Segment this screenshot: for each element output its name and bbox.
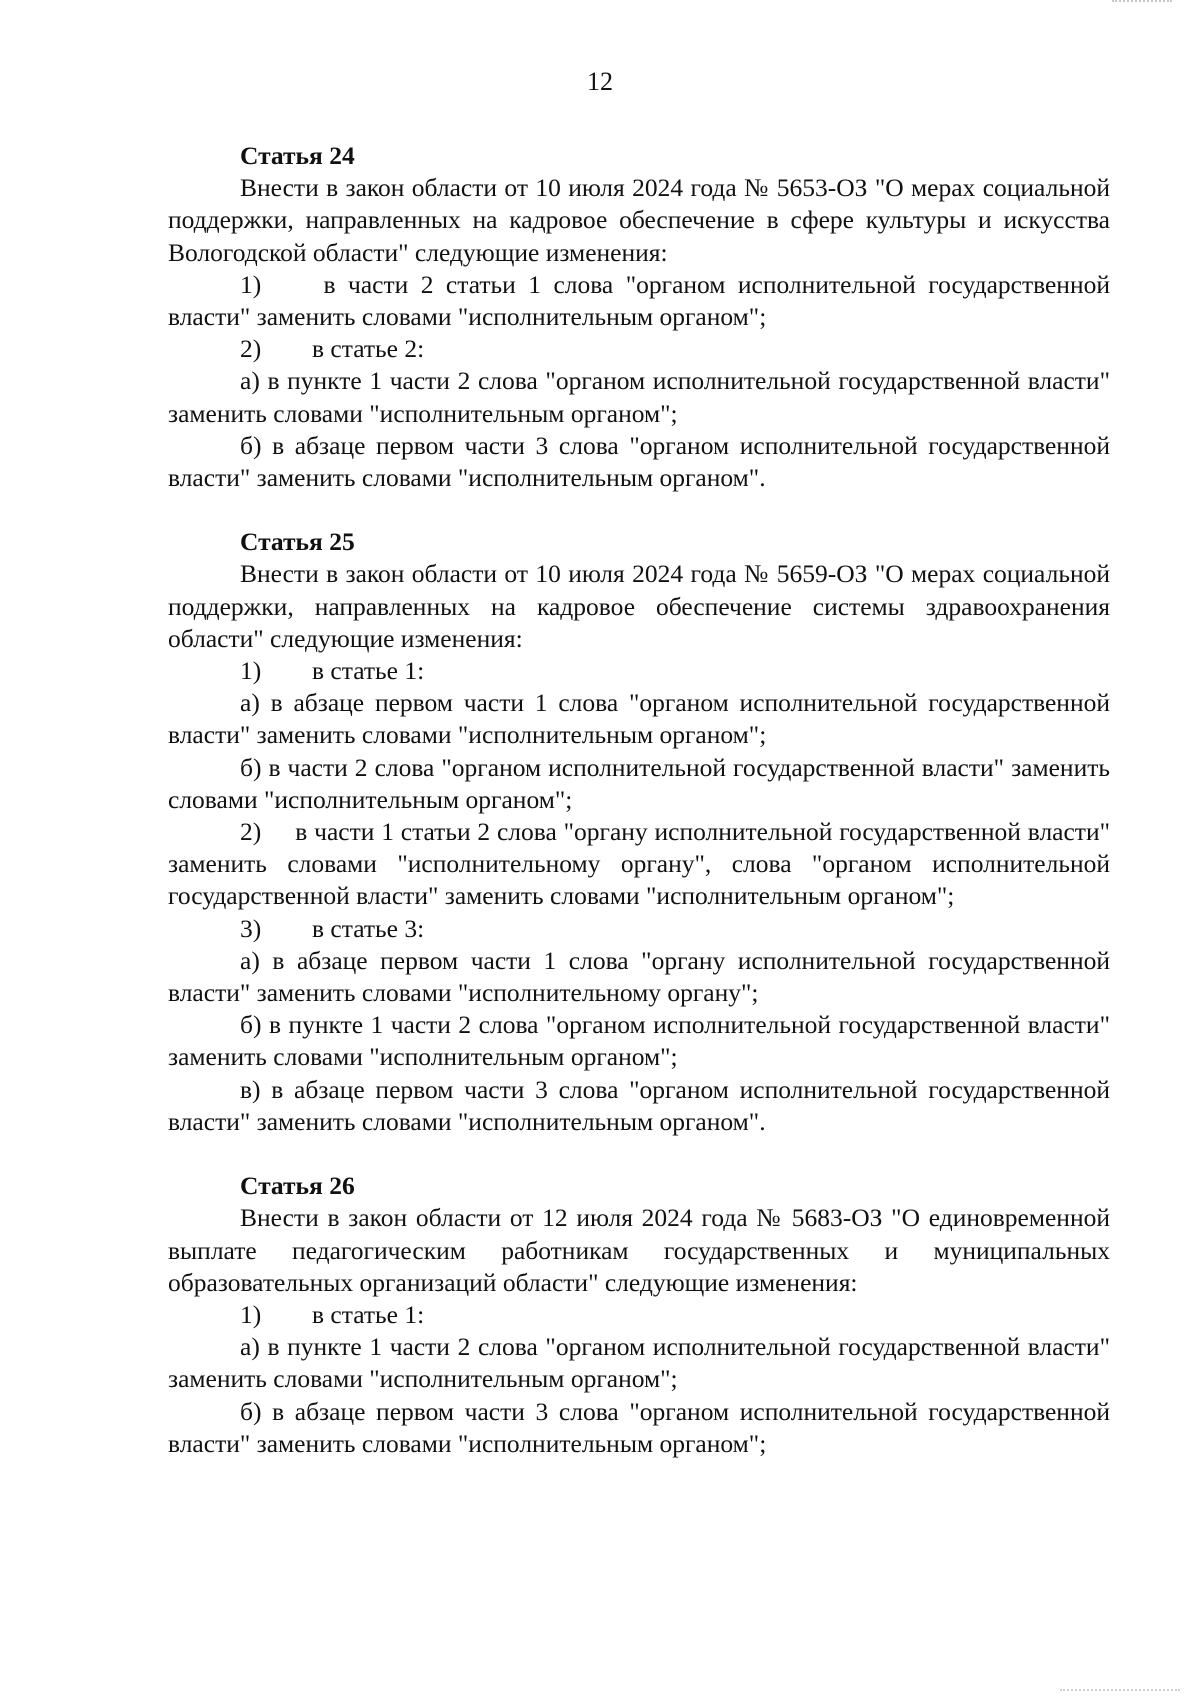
item-text: в статье 2: <box>312 334 425 364</box>
paragraph: Внести в закон области от 10 июля 2024 года № 5659-ОЗ "О мерах социальной поддержки, направленных на кадровое обеспечение системы здравоохранения области" следующие изменения: <box>168 559 1110 653</box>
article-title: Статья 26 <box>240 1171 355 1201</box>
scan-corner-mark <box>1112 0 1172 6</box>
paragraph: б) в абзаце первом части 3 слова "органом исполнительной государственной власти" заменить словами "исполнительным органом". <box>168 430 1110 493</box>
scan-bottom-mark <box>1060 1685 1180 1691</box>
paragraph: а) в абзаце первом части 1 слова "органом исполнительной государственной власти" заменить словами "исполнительным органом"; <box>168 688 1110 750</box>
article-2 <box>168 526 1110 1138</box>
item-number: 3) <box>240 913 262 943</box>
list-item <box>168 655 1110 687</box>
paragraph: а) в пункте 1 части 2 слова "органом исполнительной государственной власти" заменить словами "исполнительным органом"; <box>168 1332 1110 1394</box>
item-text: в статье 1: <box>312 656 425 686</box>
document-body <box>168 140 1110 1492</box>
paragraph: а) в пункте 1 части 2 слова "органом исполнительной государственной власти" заменить словами "исполнительным органом"; <box>168 366 1110 428</box>
article-title: Статья 25 <box>240 527 355 557</box>
article-1 <box>168 140 1110 494</box>
item-number: 2) <box>240 334 262 364</box>
paragraph: 2) в части 1 статьи 2 слова "органу исполнительной государственной власти" заменить словами "исполнительному органу", слова "органом исполнительной государственной власти" заменить словами "исполнительным органом"; <box>168 817 1110 911</box>
item-text: в статье 1: <box>312 1299 425 1329</box>
list-item <box>168 913 1110 945</box>
item-number: 1) <box>240 656 262 686</box>
page-number: 12 <box>587 67 613 96</box>
item-number: 1) <box>240 1299 262 1329</box>
article-title: Статья 24 <box>240 141 355 170</box>
item-text: в статье 3: <box>312 913 425 943</box>
paragraph: а) в абзаце первом части 1 слова "органу исполнительной государственной власти" заменить словами "исполнительному органу"; <box>168 945 1110 1008</box>
paragraph: Внести в закон области от 10 июля 2024 года № 5653-ОЗ "О мерах социальной поддержки, направленных на кадровое обеспечение в сфере культуры и искусства Вологодской области" следующие изменения: <box>168 173 1110 267</box>
paragraph: б) в абзаце первом части 3 слова "органом исполнительной государственной власти" заменить словами "исполнительным органом"; <box>168 1396 1110 1458</box>
list-item <box>168 333 1110 365</box>
list-item <box>168 1299 1110 1331</box>
paragraph: в) в абзаце первом части 3 слова "органом исполнительной государственной власти" заменить словами "исполнительным органом". <box>168 1074 1110 1136</box>
article-3 <box>168 1170 1110 1460</box>
paragraph: б) в части 2 слова "органом исполнительной государственной власти" заменить словами "исполнительным органом"; <box>168 752 1110 814</box>
paragraph: 1) в части 2 статьи 1 слова "органом исполнительной государственной власти" заменить словами "исполнительным органом"; <box>168 269 1110 332</box>
paragraph: б) в пункте 1 части 2 слова "органом исполнительной государственной власти" заменить словами "исполнительным органом"; <box>168 1010 1110 1072</box>
paragraph: Внести в закон области от 12 июля 2024 года № 5683-ОЗ "О единовременной выплате педагогическим работникам государственных и муниципальных образовательных организаций области" следующие изменения: <box>168 1203 1110 1297</box>
